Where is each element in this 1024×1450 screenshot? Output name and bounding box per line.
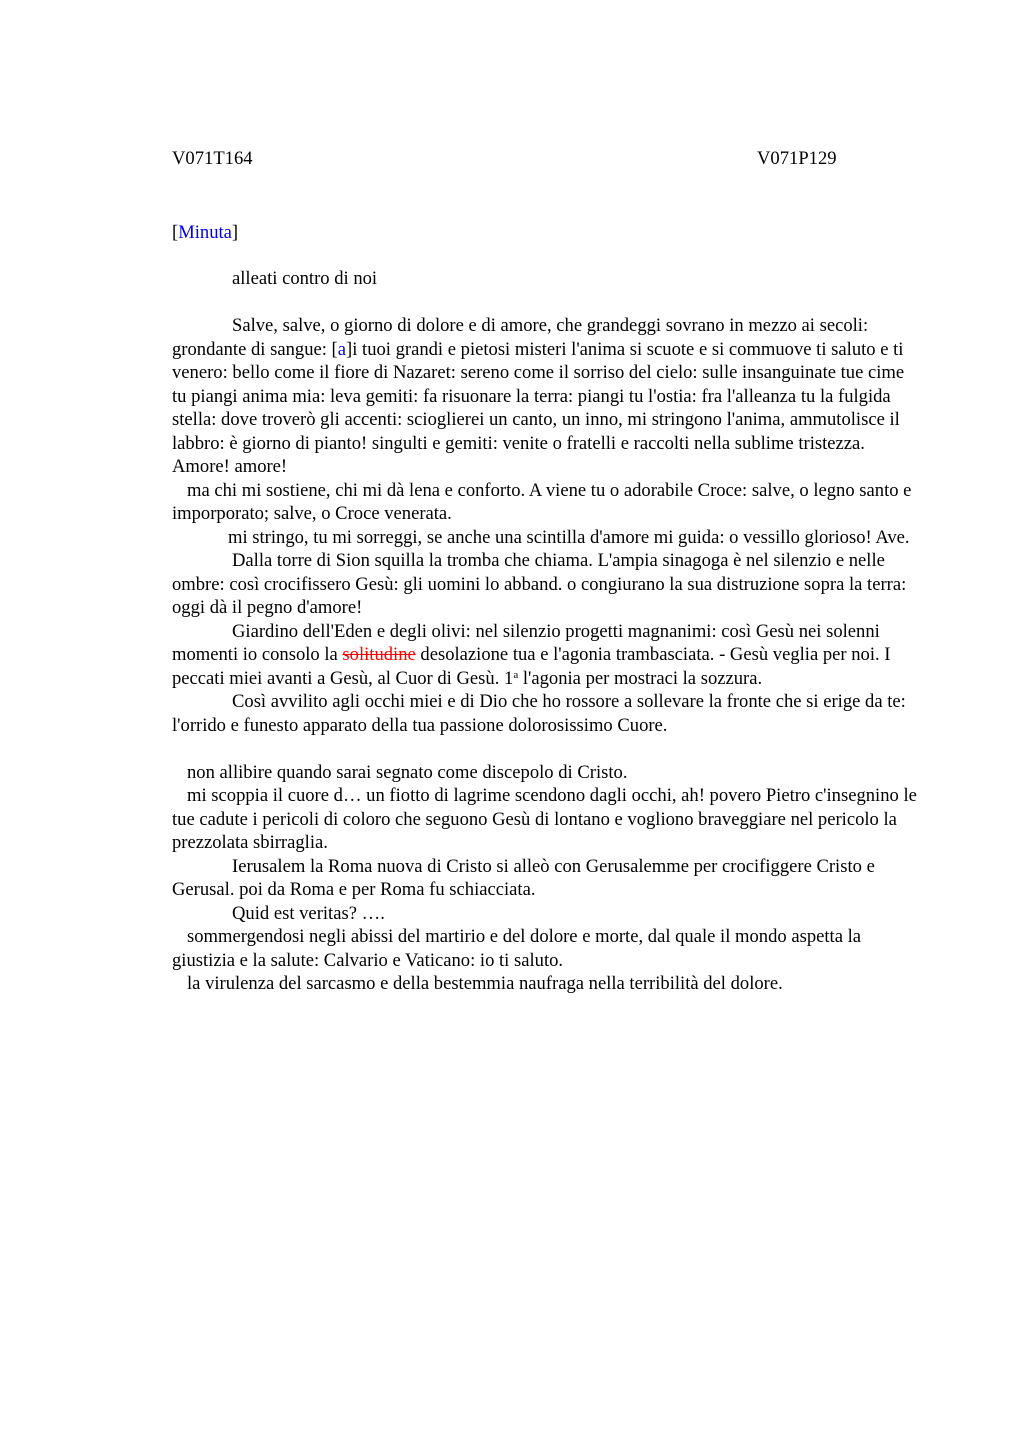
minuta-label: [172, 219, 922, 247]
superscript-a: a: [513, 668, 519, 681]
paragraph-giardino: Giardino dell'Eden e degli olivi: nel silenzio progetti magnanimi: così Gesù nei solenni momenti io consolo la solitudine desolazione tua e l'agonia trambasciata. - Gesù veglia per noi. I peccati miei avanti a Gesù, al Cuor di Gesù. 1$^a$ l'agonia per mostraci la sozzura.: [172, 620, 891, 689]
bracket-close: ]: [231, 222, 239, 243]
document-header: [172, 145, 922, 173]
document-page: [172, 145, 922, 996]
minuta-link[interactable]: Minuta: [178, 222, 232, 243]
paragraph-allibire: non allibire quando sarai segnato come discepolo di Cristo.: [187, 761, 628, 783]
paragraph-sarcasmo: la virulenza del sarcasmo e della bestemmia naufraga nella terribilità del dolore.: [187, 973, 783, 994]
paragraph-sion: Dalla torre di Sion squilla la tromba che chiama. L'ampia sinagoga è nel silenzio e nelle ombre: così crocifissero Gesù: gli uomini lo abband. o congiurano la sua distruzione sopra la terra: oggi dà il pegno d'amore!: [172, 550, 907, 618]
paragraph-pietro: mi scoppia il cuore d… un fiotto di lagrime scendono dagli occhi, ah! povero Pietro c'insegnino le tue cadute i pericoli di coloro che seguono Gesù di lontano e vogliono braveggiare nel pericolo la prezzolata sbirraglia.: [172, 785, 917, 853]
paragraph-croce: ma chi mi sostiene, chi mi dà lena e conforto. A viene tu o adorabile Croce: salve, o legno santo e imporporato; salve, o Croce venerata.: [172, 479, 912, 524]
paragraph-martirio: sommergendosi negli abissi del martirio e del dolore e morte, dal quale il mondo aspetta la giustizia e la salute: Calvario e Vaticano: io ti saluto.: [172, 926, 862, 971]
volume-text-code: V071T164: [172, 148, 253, 169]
opening-line: alleati contro di noi: [232, 268, 378, 289]
bracket-open: [: [172, 222, 179, 243]
paragraph-salve: Salve, salve, o giorno di dolore e di amore, che grandeggi sovrano in mezzo ai secoli: grondante di sangue: [a]i tuoi grandi e pietosi misteri l'anima si scuote e si commuove ti saluto e ti venero: bello come il fiore di Nazaret: sereno come il sorriso del cielo: sulle insanguinate tue cime tu piangi anima mia: leva gemiti: fa risuonare la terra: piangi tu l'ostia: fra l'alleanza tu la fulgida stella: dove troverò gli accenti: scioglierei un canto, un inno, mi stringono l'anima, ammutolisce il labbro: è giorno di pianto! singulti e gemiti: venite o fratelli e raccolti nella sublime tristezza. Amore! amore!: [172, 315, 905, 477]
volume-page-code: V071P129: [757, 148, 837, 169]
editorial-insertion[interactable]: a: [337, 338, 347, 360]
paragraph-veritas: Quid est veritas? ….: [232, 902, 385, 924]
paragraph-avvilito: Così avvilito agli occhi miei e di Dio che ho rossore a sollevare la fronte che si erige da te: l'orrido e funesto apparato della tua passione dolorosissimo Cuore.: [172, 691, 906, 736]
deleted-word: solitudine: [342, 644, 416, 665]
paragraph-vessillo: mi stringo, tu mi sorreggi, se anche una scintilla d'amore mi guida: o vessillo glorioso! Ave.: [228, 526, 910, 548]
paragraph-ierusalem: Ierusalem la Roma nuova di Cristo si alleò con Gerusalemme per crocifiggere Cristo e Gerusal. poi da Roma e per Roma fu schiacciata.: [172, 855, 875, 900]
